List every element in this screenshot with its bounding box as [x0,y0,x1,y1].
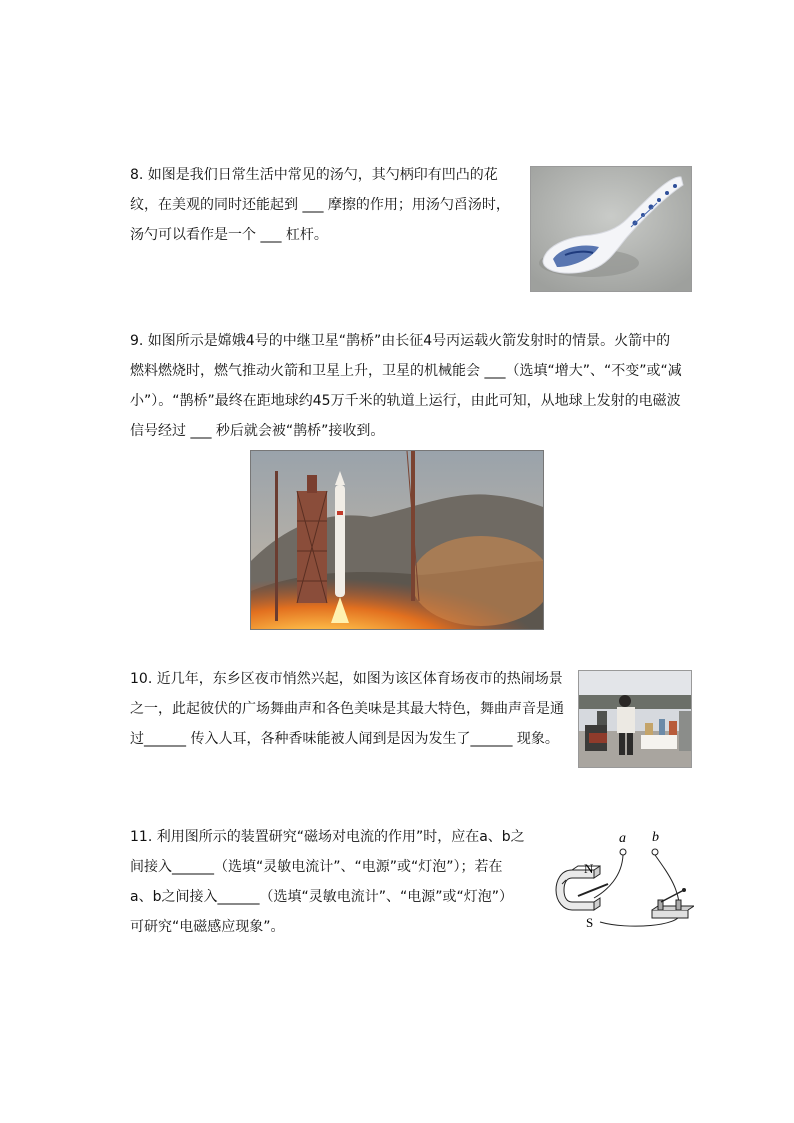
question-9-line-3: 小”）。“鹊桥”最终在距地球约45万千米的轨道上运行，由此可知，从地球上发射的电磁波 [130,393,681,409]
south-pole-label: S [586,915,594,930]
question-10-line-3: 过______ 传入人耳，各种香味能被人闻到是因为发生了______ 现象。 [130,731,559,747]
question-10-line-1: 10. 近几年，东乡区夜市悄然兴起，如图为该区体育场夜市的热闹场景 [130,671,563,687]
question-8-line-2: 纹，在美观的同时还能起到 ___ 摩擦的作用；用汤勺舀汤时， [130,197,510,213]
question-10-line-2: 之一，此起彼伏的广场舞曲声和各色美味是其最大特色，舞曲声音是通 [130,701,564,717]
rocket-launch-photo [250,450,544,630]
question-11-line-3: a、b之间接入______（选填“灵敏电流计”、“电源”或“灯泡”） [130,889,513,905]
question-9-line-2: 燃料燃烧时，燃气推动火箭和卫星上升，卫星的机械能会 ___（选填“增大”、“不变”或“减 [130,363,682,379]
question-8-line-1: 8. 如图是我们日常生活中常见的汤勺，其勺柄印有凹凸的花 [130,167,498,183]
question-11-line-4: 可研究“电磁感应现象”。 [130,919,285,935]
terminal-b-label: b [652,830,659,845]
north-pole-label: N [584,861,594,876]
question-11-line-2: 间接入______（选填“灵敏电流计”、“电源”或“灯泡”）；若在 [130,859,503,875]
terminal-b [652,849,658,855]
knife-switch [652,888,694,918]
question-11 [130,822,525,942]
question-9-line-1: 9. 如图所示是嫦娥4号的中继卫星“鹊桥”由长征4号丙运载火箭发射时的情景。火箭中的 [130,333,671,349]
magnet-circuit-diagram [548,826,694,934]
night-market-photo [578,670,692,768]
question-8 [130,160,510,250]
question-10 [130,664,564,754]
wire-a [594,855,623,898]
spoon-photo [530,166,692,292]
question-8-line-3: 汤勺可以看作是一个 ___ 杠杆。 [130,227,328,243]
conductor-rod [578,884,608,896]
u-magnet [556,866,600,910]
terminal-a [620,849,626,855]
question-11-line-1: 11. 利用图所示的装置研究“磁场对电流的作用”时，应在a、b之 [130,829,525,845]
question-9 [130,326,682,446]
terminal-a-label: a [619,831,626,846]
question-9-line-4: 信号经过 ___ 秒后就会被“鹊桥”接收到。 [130,423,385,439]
